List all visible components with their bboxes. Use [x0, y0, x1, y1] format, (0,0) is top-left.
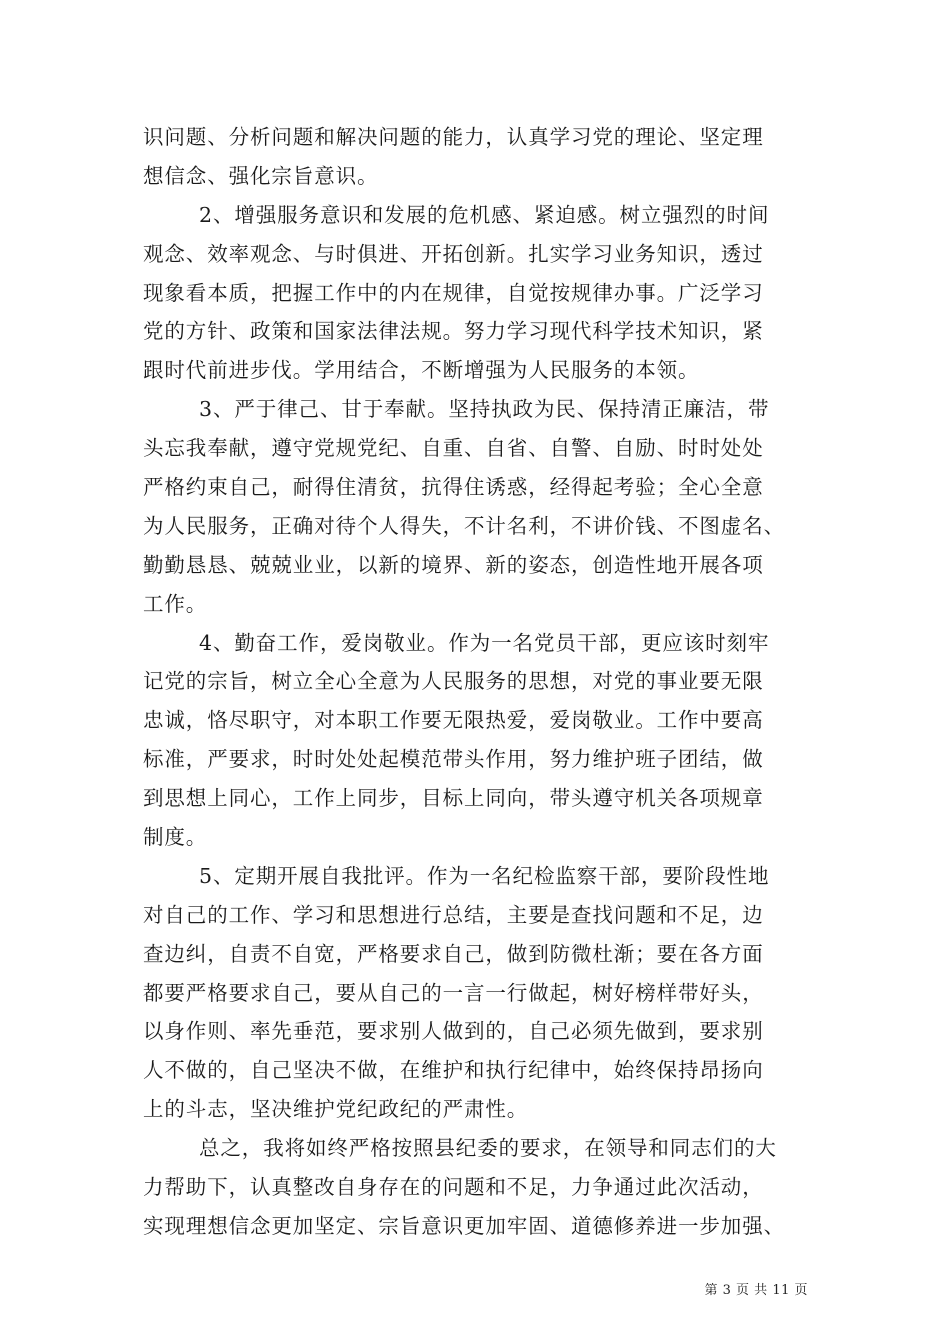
text-line: 人不做的，自己坚决不做，在维护和执行纪律中，始终保持昂扬向 [143, 1058, 764, 1083]
text-line: 严格约束自己，耐得住清贫，抗得住诱惑，经得起考验；全心全意 [143, 475, 764, 500]
text-line: 识问题、分析问题和解决问题的能力，认真学习党的理论、坚定理 [143, 125, 764, 149]
text-line: 忠诚，恪尽职守，对本职工作要无限热爱，爱岗敬业。工作中要高 [143, 708, 764, 733]
text-line: 实现理想信念更加坚定、宗旨意识更加牢固、道德修养进一步加强、 [143, 1213, 785, 1238]
text-line: 对自己的工作、学习和思想进行总结，主要是查找问题和不足，边 [143, 902, 764, 927]
text-line: 都要严格要求自己，要从自己的一言一行做起，树好榜样带好头， [143, 980, 764, 1005]
text-line: 现象看本质，把握工作中的内在规律，自觉按规律办事。广泛学习 [143, 280, 764, 305]
text-line: 以身作则、率先垂范，要求别人做到的，自己必须先做到，要求别 [143, 1019, 764, 1044]
text-line: 为人民服务，正确对待个人得失，不计名利，不讲价钱、不图虚名、 [143, 513, 785, 538]
text-line: 力帮助下，认真整改自身存在的问题和不足，力争通过此次活动， [143, 1175, 764, 1200]
text-line: 想信念、强化宗旨意识。 [143, 163, 379, 188]
text-line: 党的方针、政策和国家法律法规。努力学习现代科学技术知识，紧 [143, 319, 764, 344]
text-line: 工作。 [143, 591, 208, 616]
text-line: 2、增强服务意识和发展的危机感、紧迫感。树立强烈的时间 [199, 202, 770, 227]
text-line: 3、严于律己、甘于奉献。坚持执政为民、保持清正廉洁，带 [199, 397, 770, 422]
text-line: 4、勤奋工作，爱岗敬业。作为一名党员干部，更应该时刻牢 [199, 630, 770, 655]
text-line: 上的斗志，坚决维护党纪政纪的严肃性。 [143, 1097, 529, 1122]
text-line: 总之，我将如终严格按照县纪委的要求，在领导和同志们的大 [199, 1136, 777, 1161]
text-line: 头忘我奉献，遵守党规党纪、自重、自省、自警、自励、时时处处 [143, 436, 764, 461]
document-body [143, 118, 823, 1246]
text-line: 观念、效率观念、与时俱进、开拓创新。扎实学习业务知识，透过 [143, 241, 764, 266]
text-line: 查边纠，自责不自宽，严格要求自己，做到防微杜渐；要在各方面 [143, 941, 764, 966]
text-line: 标准，严要求，时时处处起模范带头作用，努力维护班子团结，做 [143, 747, 764, 772]
text-line: 制度。 [143, 825, 208, 850]
text-line: 记党的宗旨，树立全心全意为人民服务的思想，对党的事业要无限 [143, 669, 764, 694]
text-line: 5、定期开展自我批评。作为一名纪检监察干部，要阶段性地 [199, 863, 770, 888]
text-line: 到思想上同心，工作上同步，目标上同向，带头遵守机关各项规章 [143, 786, 764, 811]
text-line: 勤勤恳恳、兢兢业业，以新的境界、新的姿态，创造性地开展各项 [143, 552, 764, 577]
page-number: 第 3 页 共 11 页 [704, 1283, 808, 1298]
text-line: 跟时代前进步伐。学用结合，不断增强为人民服务的本领。 [143, 358, 700, 383]
